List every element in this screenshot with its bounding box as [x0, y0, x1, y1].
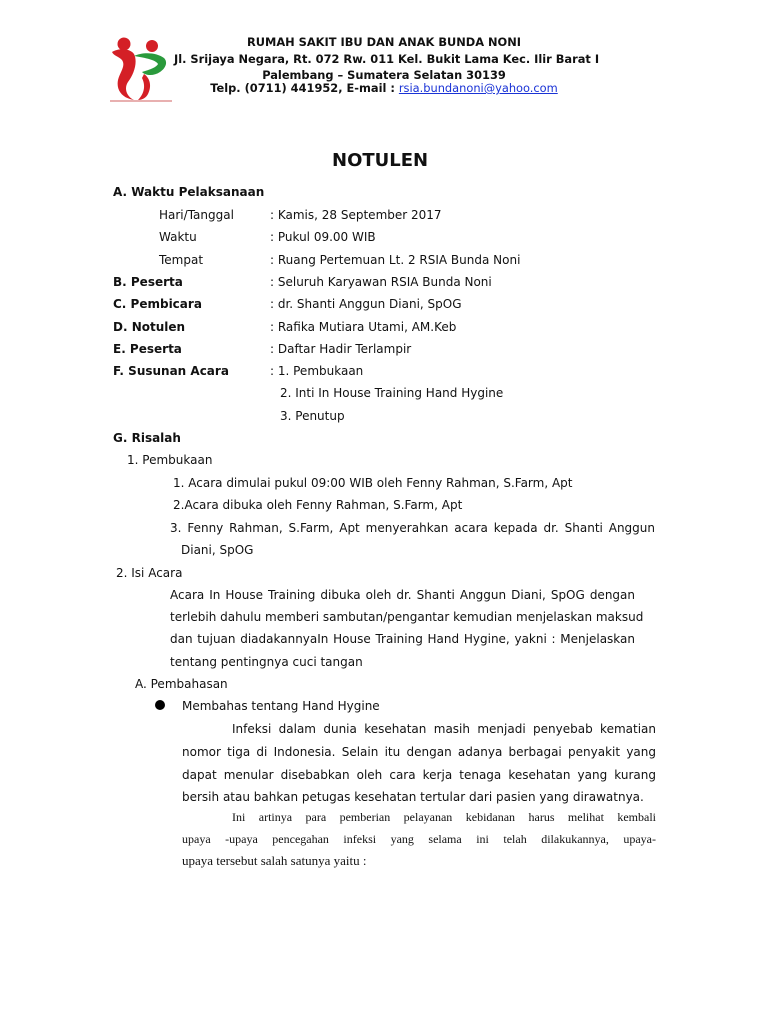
section-d-label: D. Notulen: [113, 320, 186, 334]
page-title: NOTULEN: [332, 150, 429, 171]
para2-line-3: upaya tersebut salah satunya yaitu :: [182, 853, 367, 868]
para2-line-2: upaya -upaya pencegahan infeksi yang selama ini telah dilakukannya, upaya-: [182, 832, 656, 846]
isi-line-2: terlebih dahulu memberi sambutan/pengantar kemudian menjelaskan maksud: [170, 610, 644, 624]
section-e-value: : Daftar Hadir Terlampir: [270, 342, 412, 356]
section-a-heading: A. Waktu Pelaksanaan: [113, 185, 265, 199]
bullet-icon: [155, 700, 165, 710]
hospital-name: RUMAH SAKIT IBU DAN ANAK BUNDA NONI: [246, 35, 522, 49]
pembukaan-item-3-cont: Diani, SpOG: [181, 543, 254, 557]
agenda-item-2: 2. Inti In House Training Hand Hygine: [280, 386, 504, 400]
isi-line-3: dan tujuan diadakannyaIn House Training Hand Hygine, yakni : Menjelaskan: [170, 632, 635, 646]
section-d-value: : Rafika Mutiara Utami, AM.Keb: [270, 320, 457, 334]
para1-line-4: bersih atau bahkan petugas kesehatan tertular dari pasien yang dirawatnya.: [182, 790, 644, 804]
row-label-hari: Hari/Tanggal: [159, 208, 234, 222]
section-g-heading: G. Risalah: [113, 431, 181, 445]
para2-line-1: Ini artinya para pemberian pelayanan kebidanan harus melihat kembali: [232, 810, 656, 824]
para1-line-3: dapat menular disebabkan oleh cara kerja tenaga kesehatan yang kurang: [182, 768, 656, 782]
section-b-label: B. Peserta: [113, 275, 183, 289]
para1-line-1: Infeksi dalam dunia kesehatan masih menjadi penyebab kematian: [232, 722, 656, 736]
hospital-address-line1: Jl. Srijaya Negara, Rt. 072 Rw. 011 Kel. Bukit Lama Kec. Ilir Barat I: [174, 52, 600, 66]
isi-line-1: Acara In House Training dibuka oleh dr. Shanti Anggun Diani, SpOG dengan: [170, 588, 635, 602]
logo-figures-icon: [104, 34, 178, 104]
row-label-waktu: Waktu: [159, 230, 197, 244]
row-label-tempat: Tempat: [159, 253, 204, 267]
isi-line-4: tentang pentingnya cuci tangan: [170, 655, 363, 669]
hospital-contact: [174, 81, 594, 96]
hospital-logo: [104, 34, 178, 104]
section-f-value: : 1. Pembukaan: [270, 364, 364, 378]
row-value-waktu: : Pukul 09.00 WIB: [270, 230, 376, 244]
section-f-label: F. Susunan Acara: [113, 364, 229, 378]
section-c-value: : dr. Shanti Anggun Diani, SpOG: [270, 297, 462, 311]
section-c-label: C. Pembicara: [113, 297, 202, 311]
email-link[interactable]: rsia.bundanoni@yahoo.com: [398, 81, 558, 95]
pembukaan-item-1: 1. Acara dimulai pukul 09:00 WIB oleh Fenny Rahman, S.Farm, Apt: [173, 476, 573, 490]
hospital-address-line2: Palembang – Sumatera Selatan 30139: [262, 68, 506, 82]
contact-phone: Telp. (0711) 441952, E-mail :: [210, 81, 399, 95]
para1-line-2: nomor tiga di Indonesia. Selain itu dengan adanya berbagai penyakit yang: [182, 745, 656, 759]
pembahasan-heading: A. Pembahasan: [135, 677, 228, 691]
pembukaan-item-2: 2.Acara dibuka oleh Fenny Rahman, S.Farm, Apt: [173, 498, 463, 512]
section-b-value: : Seluruh Karyawan RSIA Bunda Noni: [270, 275, 492, 289]
row-value-tempat: : Ruang Pertemuan Lt. 2 RSIA Bunda Noni: [270, 253, 521, 267]
bullet-text: Membahas tentang Hand Hygine: [182, 699, 380, 713]
row-value-hari: : Kamis, 28 September 2017: [270, 208, 442, 222]
pembukaan-item-3: 3. Fenny Rahman, S.Farm, Apt menyerahkan acara kepada dr. Shanti Anggun: [170, 521, 655, 535]
subsection-pembukaan: 1. Pembukaan: [127, 453, 213, 467]
subsection-isi-acara: 2. Isi Acara: [116, 566, 183, 580]
section-e-label: E. Peserta: [113, 342, 182, 356]
agenda-item-3: 3. Penutup: [280, 409, 345, 423]
